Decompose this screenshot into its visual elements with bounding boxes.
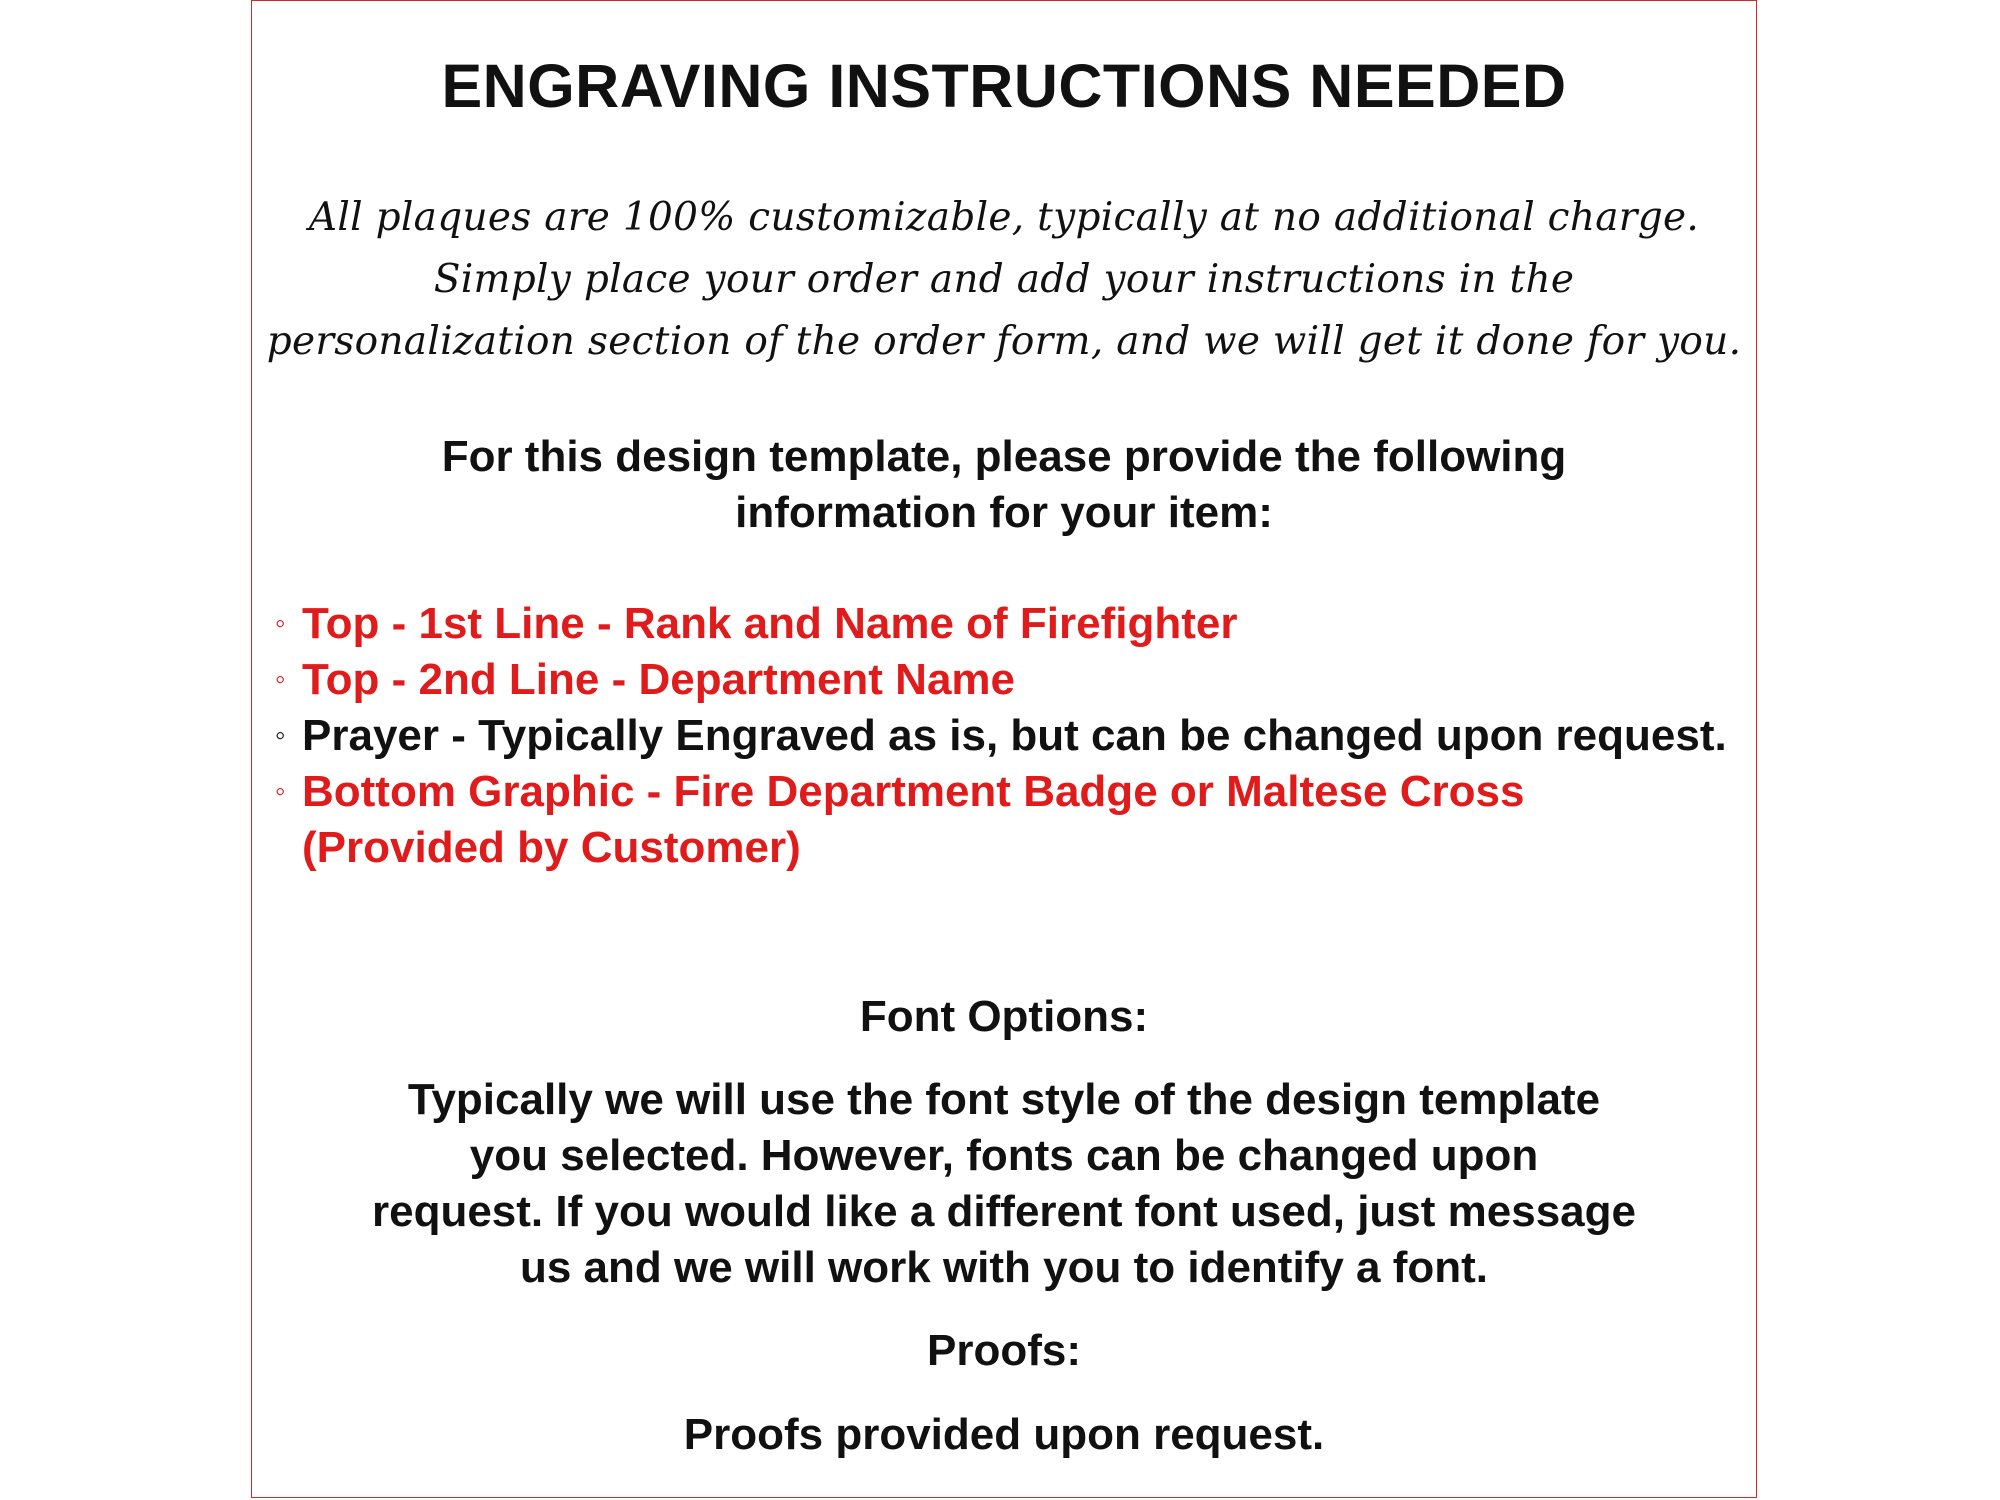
list-item — [275, 764, 1735, 876]
list-item-text: Bottom Graphic - Fire Department Badge or Maltese Cross (Provided by Customer) — [302, 767, 1525, 872]
instructions-heading — [252, 429, 1756, 541]
instructions-line: information for your item: — [735, 488, 1273, 537]
list-item-text: Top - 2nd Line - Department Name — [302, 655, 1016, 704]
intro-line: Simply place your order and add your instructions in the — [433, 257, 1575, 302]
font-options-line: us and we will work with you to identify a font. — [519, 1243, 1489, 1292]
font-options-line: you selected. However, fonts can be changed upon — [469, 1131, 1539, 1180]
bullet-icon: ◦ — [275, 663, 286, 696]
proofs-text: Proofs provided upon request. — [683, 1410, 1325, 1459]
intro-line: personalization section of the order form, and we will get it done for you. — [266, 319, 1742, 364]
bullet-icon: ◦ — [275, 719, 286, 752]
list-item-text: Prayer - Typically Engraved as is, but can be changed upon request. — [302, 711, 1727, 760]
font-options-heading: Font Options: — [859, 992, 1149, 1041]
font-options-line: Typically we will use the font style of the design template — [407, 1075, 1601, 1124]
list-item — [275, 708, 1735, 764]
bullet-icon: ◦ — [275, 775, 286, 808]
proofs-heading: Proofs: — [927, 1326, 1081, 1375]
font-options-line: request. If you would like a different font used, just message — [371, 1187, 1636, 1236]
instructions-line: For this design template, please provide the following — [441, 432, 1567, 481]
required-info-list — [275, 596, 1735, 876]
list-item — [275, 652, 1735, 708]
list-item-text: Top - 1st Line - Rank and Name of Firefighter — [302, 599, 1238, 648]
font-options-text — [252, 1072, 1756, 1296]
page-title: ENGRAVING INSTRUCTIONS NEEDED — [441, 52, 1567, 120]
intro-line: All plaques are 100% customizable, typically at no additional charge. — [308, 195, 1700, 240]
intro-text — [252, 187, 1756, 373]
list-item — [275, 596, 1735, 652]
instructions-panel — [251, 0, 1757, 1498]
bullet-icon: ◦ — [275, 607, 286, 640]
